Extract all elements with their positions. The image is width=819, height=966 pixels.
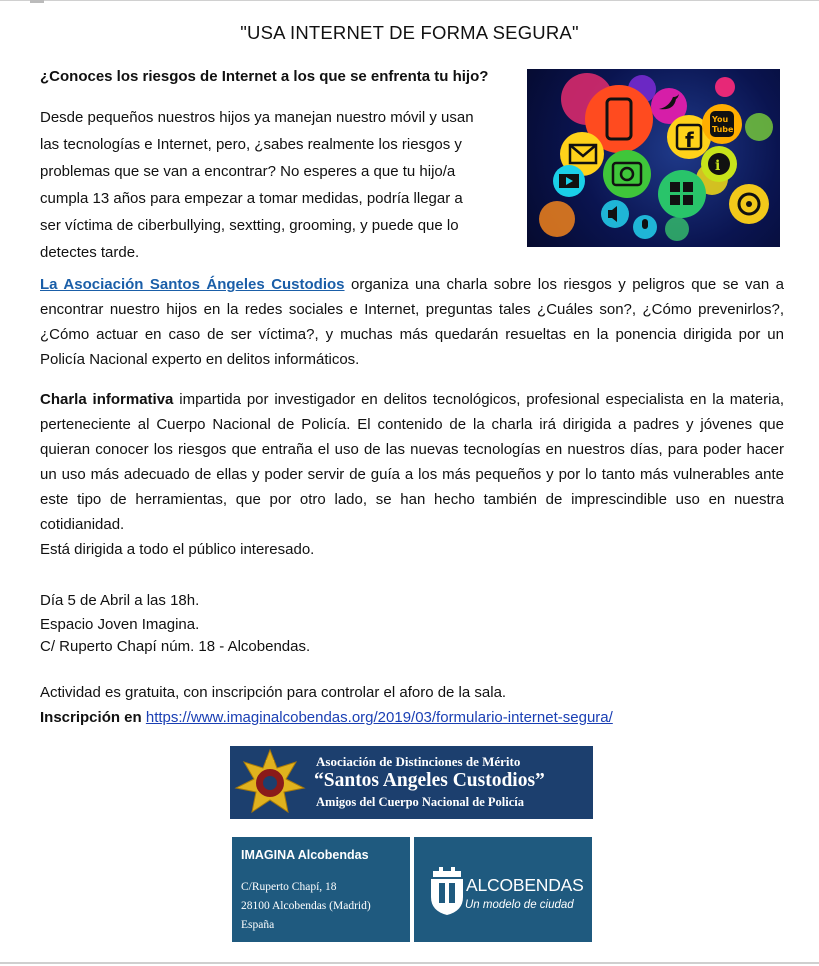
document-title: "USA INTERNET DE FORMA SEGURA" — [240, 22, 579, 43]
paragraph-text: organiza una charla sobre los riesgos y peligros que se van a encontrar nuestro hijos en la redes sociales e Internet, preguntas tales ¿Cuáles son?, ¿Cómo prevenirlos?, ¿Cómo actuar en caso de ser víctima?, y muchas más quedarán resueltas en la ponencia dirigida por un Policía Nacional experto en delitos informáticos. — [40, 276, 784, 368]
association-name-line: Asociación de Distinciones de Mérito — [316, 754, 521, 769]
alcobendas-crest-icon — [427, 861, 467, 921]
imagina-address-line: 28100 Alcobendas (Madrid) — [241, 900, 371, 912]
imagina-address-line: España — [241, 919, 275, 931]
ruler-marker — [30, 0, 44, 3]
free-activity-note: Actividad es gratuita, con inscripción para controlar el aforo de la sala. — [40, 684, 507, 701]
svg-text:Tube: Tube — [712, 125, 734, 134]
bubble-decoration — [715, 77, 735, 97]
alcobendas-name: ALCOBENDAS — [466, 875, 584, 895]
police-badge-icon — [230, 746, 310, 819]
intro-line: cumpla 13 años para empezar a tomar medidas, podría llegar a — [40, 190, 463, 207]
imagina-card — [232, 837, 410, 942]
intro-paragraph — [40, 104, 514, 266]
intro-line: las tecnologías e Internet, pero, ¿sabes realmente los riesgos y — [40, 136, 462, 153]
windows-icon — [658, 170, 706, 218]
youtube-icon — [702, 104, 742, 144]
microphone-icon — [633, 215, 657, 239]
registration-line — [40, 709, 613, 726]
page-bottom-border — [0, 962, 819, 964]
bubble-decoration — [745, 113, 773, 141]
intro-line: ser víctima de ciberbullying, sextting, grooming, y puede que lo — [40, 217, 459, 234]
video-icon — [553, 165, 585, 197]
audience-line: Está dirigida a todo el público interesado. — [40, 541, 315, 558]
association-subtitle: Amigos del Cuerpo Nacional de Policía — [316, 795, 524, 809]
event-date: Día 5 de Abril a las 18h. — [40, 592, 200, 609]
svg-text:You: You — [712, 115, 729, 124]
camera-icon — [603, 150, 651, 198]
registration-url-link[interactable]: https://www.imaginalcobendas.org/2019/03/formulario-internet-segura/ — [145, 709, 613, 726]
info-icon — [701, 146, 737, 182]
intro-line: detectes tarde. — [40, 244, 140, 261]
intro-line: Desde pequeños nuestros hijos ya manejan nuestro móvil y usan — [40, 109, 474, 126]
page-top-border — [0, 0, 819, 4]
paragraph-text: impartida por investigador en delitos tecnológicos, profesional especialista en la materia, perteneciente al Cuerpo Nacional de Policía. El contenido de la charla irá dirigida a padres y jóvenes que quieran conocer los riesgos que entraña el uso de las nuevas tecnologías en nuestros días, para poder hacer un uso más adecuado de ellas y poder servir de guía a los más pequeños y por lo tanto más vulnerables ante este tipo de herramientas, que por otro lado, se han hecho también de imprescindible uso en nuestra cotidianidad. — [40, 391, 784, 533]
svg-text:i: i — [715, 158, 721, 174]
paragraph-association — [40, 272, 784, 372]
social-media-illustration — [527, 69, 780, 247]
question-heading: ¿Conoces los riesgos de Internet a los que se enfrenta tu hijo? — [40, 68, 489, 85]
bubble-decoration — [539, 201, 575, 237]
social-media-image — [527, 69, 780, 247]
event-place: Espacio Joven Imagina. — [40, 616, 200, 633]
podcast-icon — [729, 184, 769, 224]
alcobendas-tagline: Un modelo de ciudad — [465, 899, 574, 911]
association-title: “Santos Angeles Custodios” — [314, 770, 545, 791]
association-logo-banner — [230, 746, 593, 819]
intro-line: problemas que se van a encontrar? No esperes a que tu hijo/a — [40, 163, 456, 180]
alcobendas-logo-card — [414, 837, 592, 942]
speaker-icon — [601, 200, 629, 228]
imagina-title: IMAGINA Alcobendas — [241, 848, 369, 862]
association-link[interactable]: La Asociación Santos Ángeles Custodios — [40, 276, 345, 293]
event-address: C/ Ruperto Chapí núm. 18 - Alcobendas. — [40, 638, 311, 655]
charla-label: Charla informativa — [40, 391, 174, 408]
paragraph-charla — [40, 387, 784, 562]
imagina-address-line: C/Ruperto Chapí, 18 — [241, 881, 337, 893]
svg-text:f: f — [685, 128, 694, 152]
bubble-decoration — [665, 217, 689, 241]
registration-label: Inscripción en — [40, 709, 142, 726]
